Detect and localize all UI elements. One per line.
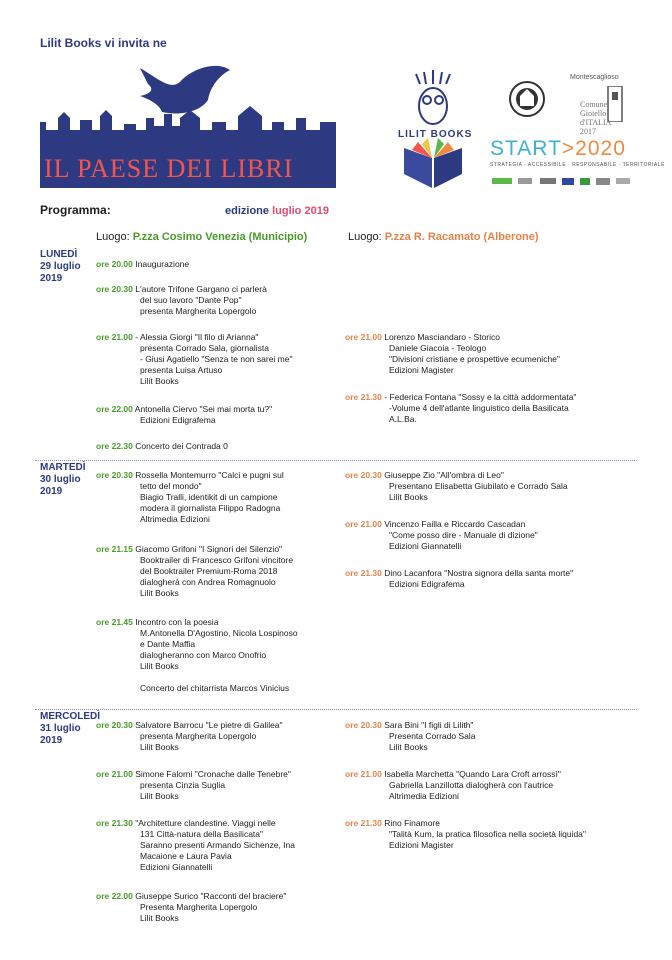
program-label: Programma: xyxy=(40,203,111,217)
invite-text: Lilit Books vi invita ne xyxy=(40,36,167,50)
day-divider xyxy=(35,460,637,461)
start-2020-tagline: STRATEGIA · ACCESSIBILE · RESPONSABILE · TERRITORIALE xyxy=(490,162,665,168)
event-entry: ore 21.00 Lorenzo Masciandaro - Storico Daniele Giacoia - Teologo "Divisioni cristiane e prospettive ecumeniche" Edizioni Magister xyxy=(345,332,560,375)
event-entry: ore 22.00 Antonella Ciervo "Sei mai morta tu?" Edizioni Edigrafema xyxy=(96,404,273,425)
event-entry: ore 20.00 Inaugurazione xyxy=(96,259,190,269)
event-entry: ore 21.00 Isabella Marchetta "Quando Lara Croft arrossì" Gabriella Lanzillotta dialogherà con l'autrice Altrimedia Edizioni xyxy=(345,769,561,801)
edition-label: edizione luglio 2019 xyxy=(225,205,329,217)
start-2020-logo: START>2020 xyxy=(490,137,626,160)
event-entry: ore 20.30 Giuseppe Zio "All'ombra di Leo" Presentano Elisabetta Giubilato e Corrado Sala Lilit Books xyxy=(345,470,568,502)
event-entry: ore 21.00 - Alessia Giorgi "Il filo di Arianna" presenta Corrado Sala, giornalista - Giusi Agatiello "Senza te non sarei me" presenta Luisa Artuso Lilit Books xyxy=(96,332,293,386)
coat-of-arms-icon xyxy=(508,80,546,118)
skyline-icon xyxy=(40,106,336,150)
location-left: Luogo: P.zza Cosimo Venezia (Municipio) xyxy=(96,231,308,243)
day-label: LUNEDÌ 29 luglio 2019 xyxy=(40,249,81,284)
gioiello-italia-badge: Comune Gioiello d'ITALIA 2017 xyxy=(580,100,612,136)
event-entry: ore 21.30 - Federica Fontana "Sossy e la città addormentata" -Volume 4 dell'atlante linguistico della Basilicata A.L.Ba. xyxy=(345,392,577,424)
lilit-books-label: LILIT BOOKS xyxy=(398,129,473,140)
event-entry: ore 21.45 Incontro con la poesia M.Antonella D'Agostino, Nicola Lospinoso e Dante Maffia dialogheranno con Marco Onofrio Lilit Books Concerto del chitarrista Marcos Vinicius xyxy=(96,617,298,693)
event-entry: ore 20.30 L'autore Trifone Gargano ci parlerà del suo lavoro "Dante Pop" presenta Margherita Lopergolo xyxy=(96,284,267,316)
event-entry: ore 21.30 Dino Lacanfora "Nostra signora della santa morte" Edizioni Edigrafema xyxy=(345,568,574,589)
partner-logos-icon xyxy=(492,176,632,186)
event-entry: ore 22.30 Concerto dei Contrada 0 xyxy=(96,441,228,451)
event-title: IL PAESE DEI LIBRI xyxy=(44,154,294,183)
owl-icon xyxy=(416,70,450,124)
open-book-icon xyxy=(404,138,462,188)
day-label: MERCOLEDÌ 31 luglio 2019 xyxy=(40,711,100,746)
day-label: MARTEDÌ 30 luglio 2019 xyxy=(40,462,86,497)
day-divider xyxy=(35,709,637,710)
event-entry: ore 20.30 Salvatore Barrocu "Le pietre di Galilea" presenta Margherita Lopergolo Lilit Books xyxy=(96,720,283,752)
event-entry: ore 21.00 Vincenzo Failla e Riccardo Cascadan "Come posso dire - Manuale di dizione" Edizioni Giannatelli xyxy=(345,519,538,551)
event-entry: ore 21.15 Giacomo Grifoni "I Signori del Silenzio" Booktrailer di Francesco Grifoni vincitore del Booktrailer Premium-Roma 2018 dialogherà con Andrea Romagnuolo Lilit Books xyxy=(96,544,294,598)
event-entry: ore 20.30 Rossella Montemurro "Calci e pugni sul tetto del mondo" Biagio Tralli, identikit di un campione modera il giornalista Filippo Radogna Altrimedia Edizioni xyxy=(96,470,284,524)
event-entry: ore 21.30 Rino Finamore "Talità Kum, la pratica filosofica nella società liquida" Edizioni Magister xyxy=(345,818,586,850)
event-entry: ore 22.00 Giuseppe Surico "Racconti del braciere" Presenta Margherita Lopergolo Lilit Books xyxy=(96,891,287,923)
event-entry: ore 20.30 Sara Bini "I figli di Lilith" Presenta Corrado Sala Lilit Books xyxy=(345,720,476,752)
event-entry: ore 21.30 "Architetture clandestine. Viaggi nelle 131 Città-natura della Basilicata" Saranno presenti Armando Sichenze, Ina Macaione e Laura Pavia Edizioni Giannatelli xyxy=(96,818,295,872)
town-name: Montescaglioso xyxy=(570,74,619,81)
event-entry: ore 21.00 Simone Falorni "Cronache dalle Tenebre" presenta Cinzia Suglia Lilit Books xyxy=(96,769,291,801)
bird-icon xyxy=(140,66,230,114)
location-right: Luogo: P.zza R. Racamato (Alberone) xyxy=(348,231,539,243)
